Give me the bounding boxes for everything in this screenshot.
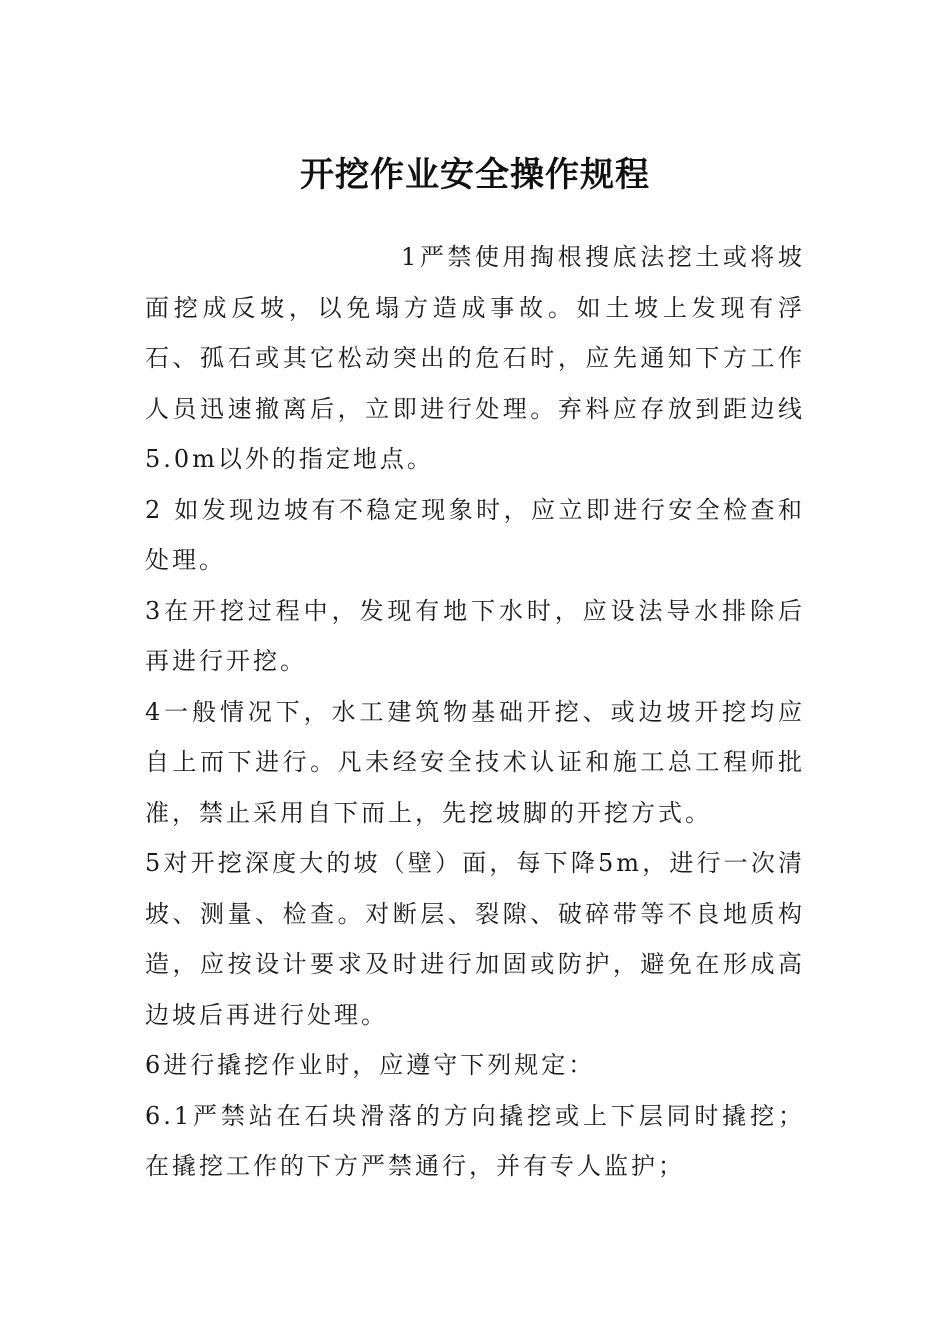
document-body bbox=[145, 232, 805, 1192]
paragraph-3: 3在开挖过程中，发现有地下水时，应设法导水排除后再进行开挖。 bbox=[145, 596, 805, 675]
paragraph-1: 1严禁使用掏根搜底法挖土或将坡面挖成反坡，以免塌方造成事故。如土坡上发现有浮石、孤石或其它松动突出的危石时，应先通知下方工作人员迅速撤离后，立即进行处理。弃料应存放到距边线5.0m以外的指定地点。 bbox=[145, 243, 805, 473]
paragraph-6-1: 6.1严禁站在石块滑落的方向撬挖或上下层同时撬挖；在撬挖工作的下方严禁通行，并有专人监护； bbox=[145, 1101, 805, 1180]
paragraph-4: 4一般情况下，水工建筑物基础开挖、或边坡开挖均应自上而下进行。凡未经安全技术认证和施工总工程师批准，禁止采用自下而上，先挖坡脚的开挖方式。 bbox=[145, 697, 805, 827]
paragraph-6: 6进行撬挖作业时，应遵守下列规定： bbox=[145, 1051, 596, 1079]
document-title: 开挖作业安全操作规程 bbox=[300, 154, 650, 195]
paragraph-5: 5对开挖深度大的坡（壁）面，每下降5m，进行一次清坡、测量、检查。对断层、裂隙、破碎带等不良地质构造，应按设计要求及时进行加固或防护，避免在形成高边坡后再进行处理。 bbox=[145, 849, 805, 1029]
paragraph-2: 2 如发现边坡有不稳定现象时，应立即进行安全检查和处理。 bbox=[145, 495, 805, 574]
